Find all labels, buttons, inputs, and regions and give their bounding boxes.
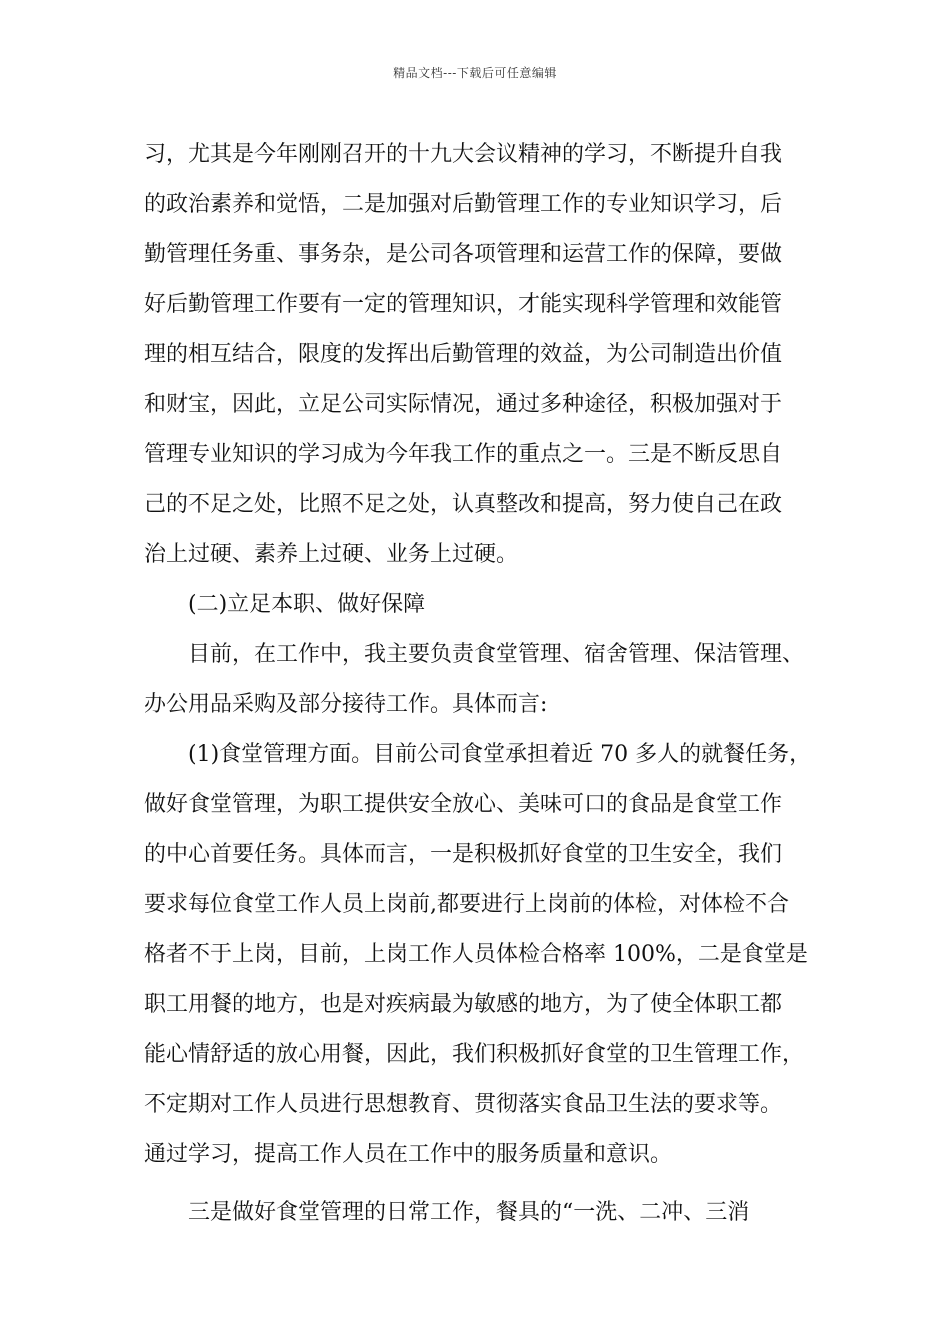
text-line: 目前，在工作中，我主要负责食堂管理、宿舍管理、保洁管理、 — [188, 642, 805, 667]
text-line: 治上过硬、素养上过硬、业务上过硬。 — [144, 542, 519, 567]
text-line: 三是做好食堂管理的日常工作，餐具的“一洗、二冲、三消 — [188, 1200, 750, 1225]
text-line: 的政治素养和觉悟，二是加强对后勤管理工作的专业知识学习，后 — [144, 192, 783, 217]
text-line: 好后勤管理工作要有一定的管理知识，才能实现科学管理和效能管 — [144, 292, 783, 317]
paragraph-gap — [144, 1180, 814, 1188]
section-heading: (二)立足本职、做好保障 — [188, 592, 426, 617]
text-line: 理的相互结合，限度的发挥出后勤管理的效益，为公司制造出价值 — [144, 342, 783, 367]
document-body — [144, 130, 814, 1238]
text-line: (1)食堂管理方面。目前公司食堂承担着近 70 多人的就餐任务， — [188, 742, 812, 767]
text-line: 职工用餐的地方，也是对疾病最为敏感的地方，为了使全体职工都 — [144, 992, 783, 1017]
text-line: 要求每位食堂工作人员上岗前,都要进行上岗前的体检，对体检不合 — [144, 892, 789, 917]
text-line: 和财宝，因此，立足公司实际情况，通过多种途径，积极加强对于 — [144, 392, 783, 417]
text-line: 能心情舒适的放心用餐，因此，我们积极抓好食堂的卫生管理工作， — [144, 1042, 805, 1067]
text-line: 勤管理任务重、事务杂，是公司各项管理和运营工作的保障，要做 — [144, 242, 783, 267]
text-line: 习，尤其是今年刚刚召开的十九大会议精神的学习，不断提升自我 — [144, 142, 783, 167]
text-line: 通过学习，提高工作人员在工作中的服务质量和意识。 — [144, 1142, 673, 1167]
text-line: 做好食堂管理，为职工提供安全放心、美味可口的食品是食堂工作 — [144, 792, 783, 817]
text-line: 不定期对工作人员进行思想教育、贯彻落实食品卫生法的要求等。 — [144, 1092, 783, 1117]
page-header: 精品文档---下载后可任意编辑 — [393, 66, 557, 80]
text-line: 格者不于上岗，目前，上岗工作人员体检合格率 100%，二是食堂是 — [144, 942, 808, 967]
text-line: 己的不足之处，比照不足之处，认真整改和提高，努力使自己在政 — [144, 492, 783, 517]
text-line: 管理专业知识的学习成为今年我工作的重点之一。三是不断反思自 — [144, 442, 783, 467]
text-line: 办公用品采购及部分接待工作。具体而言: — [144, 692, 548, 717]
text-line: 的中心首要任务。具体而言，一是积极抓好食堂的卫生安全，我们 — [144, 842, 783, 867]
